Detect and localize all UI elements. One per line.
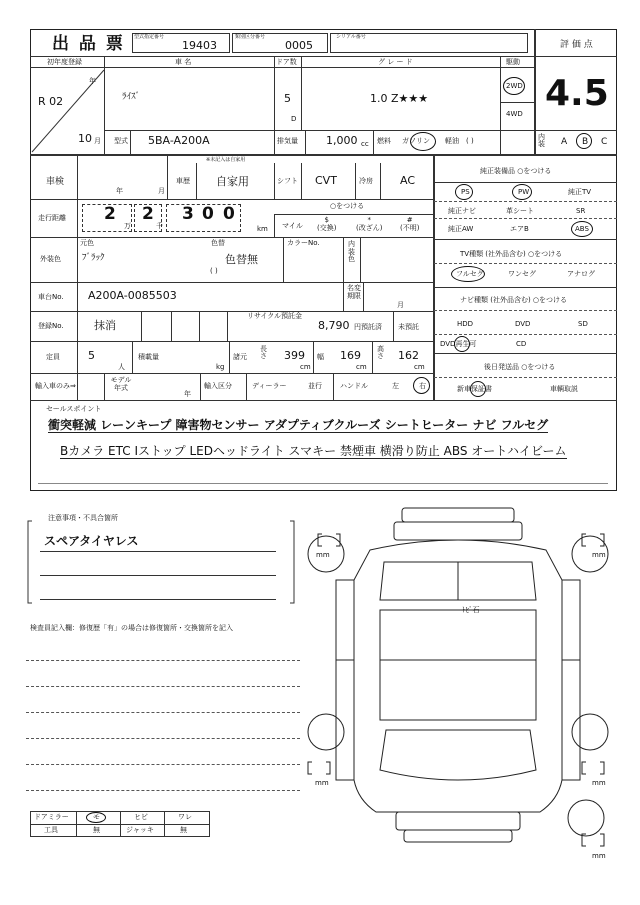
- length-label: 長さ: [260, 345, 267, 360]
- equip-ps-circle: [455, 184, 473, 200]
- exchange-a: $ (交換): [317, 216, 337, 233]
- import-dealer: ディーラー: [252, 382, 287, 390]
- mm-rear-right: mm: [592, 779, 606, 787]
- first-reg-label: 初年度登録: [47, 58, 82, 66]
- fuel-diesel: 軽油: [445, 137, 459, 145]
- mileage-label: 走行距離: [38, 214, 66, 222]
- interior-opt-b: B: [582, 137, 589, 147]
- model-no-value: 19403: [182, 39, 217, 52]
- mile-unit: マイル: [282, 222, 303, 230]
- name-label: 車 名: [175, 58, 192, 66]
- diagram-chip-mark: ﾄﾋﾞ石: [462, 606, 480, 614]
- mm-front-right: mm: [592, 551, 606, 559]
- interior-opt-a: A: [561, 137, 568, 147]
- width-cm: cm: [356, 363, 367, 371]
- navi-sd: SD: [578, 320, 588, 328]
- history-value: 自家用: [216, 175, 249, 188]
- capacity-value: 5: [88, 349, 95, 362]
- length-value: 399: [284, 349, 305, 362]
- mileage-digit-1: 2: [104, 204, 116, 224]
- serial-label: シリアル番号: [336, 34, 366, 40]
- navi-title: ナビ種類 (社外品含む) ○をつける: [460, 296, 568, 304]
- mirror-mo: モ: [93, 813, 100, 821]
- mirror-mo-circle: [86, 812, 106, 823]
- repaint-label: 色替: [211, 239, 225, 247]
- chassis-label: 車台No.: [38, 293, 64, 301]
- mileage-digit-2: 2: [142, 204, 154, 224]
- equipment-title: 純正装備品 ○をつける: [480, 167, 552, 175]
- jack-label: ジャッキ: [126, 826, 154, 834]
- equip-pw-circle: [512, 184, 532, 200]
- notes-text: スペアタイヤレス: [44, 534, 139, 548]
- equip-ps: PS: [461, 188, 470, 196]
- later-title: 後日発送品 ○をつける: [484, 363, 556, 371]
- equip-abs-circle: [571, 221, 593, 237]
- history-note: ※未記入は自家用: [206, 157, 246, 163]
- first-reg-month: 10: [78, 132, 92, 145]
- tv-fullseg-circle: [451, 266, 485, 282]
- name-change-label: 名変期限: [347, 284, 361, 300]
- car-diagram: [300, 500, 620, 870]
- shift-value: CVT: [315, 174, 337, 187]
- capacity-label: 定員: [46, 353, 60, 361]
- height-value: 162: [398, 349, 419, 362]
- handle-right: 右: [419, 382, 426, 390]
- reg-label: 登録No.: [38, 322, 64, 330]
- import-label: 輸入車のみ⇒: [35, 382, 76, 390]
- height-label: 高さ: [377, 345, 384, 360]
- notes-label: 注意事項・不具合箇所: [48, 514, 118, 522]
- category-label: 類別区分番号: [235, 34, 266, 40]
- equip-sr: SR: [576, 207, 586, 215]
- equip-tv: 純正TV: [568, 188, 592, 196]
- history-label: 車歴: [176, 177, 190, 185]
- repaint-paren: ( ): [210, 267, 218, 275]
- mm-rear-left: mm: [315, 779, 329, 787]
- fuel-label: 燃料: [377, 137, 391, 145]
- shaken-label: 車検: [46, 177, 65, 187]
- orig-color-value: ﾌﾞﾗｯｸ: [82, 253, 105, 263]
- notes-bracket: [26, 515, 296, 607]
- kg-unit: kg: [216, 363, 225, 371]
- car-name: ﾗｲｽﾞ: [122, 92, 141, 102]
- later-warranty: 新車保証書: [457, 385, 492, 393]
- equip-leather: 革シート: [506, 207, 534, 215]
- handle-label: ハンドル: [340, 382, 368, 390]
- fuel-gasoline: ガソリン: [402, 137, 430, 145]
- shaken-month-unit: 月: [158, 187, 165, 195]
- recycle-unit: 円預託済: [354, 323, 382, 331]
- tv-oneseg: ワンセグ: [508, 270, 536, 278]
- score-label: 評 価 点: [560, 40, 593, 50]
- later-manual: 車輌取説: [550, 385, 578, 393]
- inspector-label: 検査員記入欄：修復歴「有」の場合は修復箇所・交換箇所を記入: [30, 624, 233, 632]
- first-reg-era: R 02: [38, 95, 64, 108]
- interior-opt-c: C: [601, 137, 608, 147]
- ac-label: 冷房: [359, 177, 373, 185]
- handle-left: 左: [392, 382, 399, 390]
- tv-analog: アナログ: [567, 270, 595, 278]
- type-label: 型式: [114, 137, 128, 145]
- chassis-value: A200A-0085503: [88, 289, 177, 302]
- score-value: 4.5: [545, 73, 609, 114]
- tools-label: 工具: [44, 826, 58, 834]
- sheet-title: 出 品 票: [52, 34, 125, 54]
- handle-right-circle: [413, 377, 430, 394]
- man-unit: 万: [124, 222, 131, 230]
- interior-label: 内装: [538, 133, 545, 148]
- sales-line-2: Bカメラ ETC Iストップ LEDヘッドライト スマキー 禁煙車 横滑り防止 ABS オートハイビーム: [60, 444, 567, 458]
- width-value: 169: [340, 349, 361, 362]
- interior-color-label: 内装色: [348, 240, 355, 264]
- mileage-digit-5: 0: [223, 204, 235, 224]
- drive-4wd: 4WD: [506, 110, 523, 118]
- tools-value: 無: [93, 826, 100, 834]
- fuel-paren: ( ): [466, 137, 474, 145]
- color-no-label: カラーNo.: [287, 239, 320, 247]
- shift-label: シフト: [277, 177, 298, 185]
- ac-value: AC: [400, 174, 416, 187]
- grade-value: 1.0 Z★★★: [370, 92, 429, 105]
- equip-aw: 純正AW: [448, 225, 474, 233]
- import-kind-label: 輸入区分: [204, 382, 232, 390]
- mirror-break: ワレ: [178, 813, 192, 821]
- interior-circle: [576, 133, 592, 149]
- year-unit: 年: [89, 77, 96, 85]
- drive-2wd: 2WD: [506, 82, 523, 90]
- width-label: 幅: [317, 353, 324, 361]
- reg-value: 抹消: [94, 319, 116, 332]
- type-value: 5BA-A200A: [148, 134, 210, 147]
- later-warranty-circle: [470, 381, 486, 397]
- drive-2wd-circle: [503, 77, 525, 95]
- km-unit: km: [257, 225, 268, 233]
- mirror-label: ドアミラー: [34, 813, 69, 821]
- doors-value: 5: [284, 92, 291, 105]
- navi-cd: CD: [516, 340, 527, 348]
- dims-label: 諸元: [233, 353, 247, 361]
- mileage-digit-3: 3: [182, 204, 194, 224]
- sales-label: セールスポイント: [46, 405, 102, 413]
- exchange-c: # (不明): [400, 216, 420, 233]
- equip-airbag: エアB: [510, 225, 529, 233]
- fuel-circle: [410, 132, 436, 151]
- repaint-value: 色替無: [225, 253, 258, 266]
- category-value: 0005: [285, 39, 313, 52]
- mirror-crack: ヒビ: [134, 813, 148, 821]
- doors-label: ドア数: [276, 58, 297, 66]
- mm-spare: mm: [592, 852, 606, 860]
- sen-unit: 千: [156, 222, 163, 230]
- orig-color-label: 元色: [80, 239, 94, 247]
- length-cm: cm: [300, 363, 311, 371]
- exchange-note: ○をつける: [330, 202, 365, 210]
- load-label: 積載量: [138, 353, 159, 361]
- equip-navi: 純正ナビ: [448, 207, 476, 215]
- tv-title: TV種類 (社外品含む) ○をつける: [460, 250, 563, 258]
- grade-label: グ レ ー ド: [378, 58, 413, 66]
- drive-label: 駆動: [506, 58, 520, 66]
- displacement-label: 排気量: [277, 137, 298, 145]
- name-change-month: 月: [397, 301, 404, 309]
- displacement-value: 1,000: [326, 134, 358, 147]
- person-unit: 人: [118, 363, 125, 371]
- model-no-label: 型式指定番号: [134, 34, 165, 40]
- mm-front-left: mm: [316, 551, 330, 559]
- navi-dvd-play: DVD再生可: [440, 340, 477, 348]
- navi-dvd-play-circle: [454, 336, 470, 352]
- navi-hdd: HDD: [457, 320, 474, 328]
- recycle-label: リサイクル預託金: [247, 312, 303, 320]
- recycle-no: 未預託: [398, 323, 419, 331]
- month-unit: 月: [94, 137, 101, 145]
- door-sub: D: [291, 115, 297, 123]
- model-year-label: モデル年式: [110, 376, 132, 392]
- equip-pw: PW: [518, 188, 530, 196]
- cc-unit: cc: [361, 140, 369, 148]
- shaken-year-unit: 年: [116, 187, 123, 195]
- height-cm: cm: [414, 363, 425, 371]
- sales-line-1: 衝突軽減 レーンキープ 障害物センサー アダプティブクルーズ シートヒーター ナビ フルセグ: [48, 418, 549, 432]
- color-label: 外装色: [40, 255, 61, 263]
- mileage-digit-4: 0: [202, 204, 214, 224]
- jack-value: 無: [180, 826, 187, 834]
- exchange-b: * (改ざん): [356, 216, 383, 233]
- import-parallel: 並行: [308, 382, 322, 390]
- model-year-unit: 年: [184, 390, 191, 398]
- equip-abs: ABS: [575, 225, 589, 233]
- tv-fullseg: フルセグ: [456, 270, 484, 278]
- recycle-value: 8,790: [318, 319, 350, 332]
- navi-dvd: DVD: [515, 320, 531, 328]
